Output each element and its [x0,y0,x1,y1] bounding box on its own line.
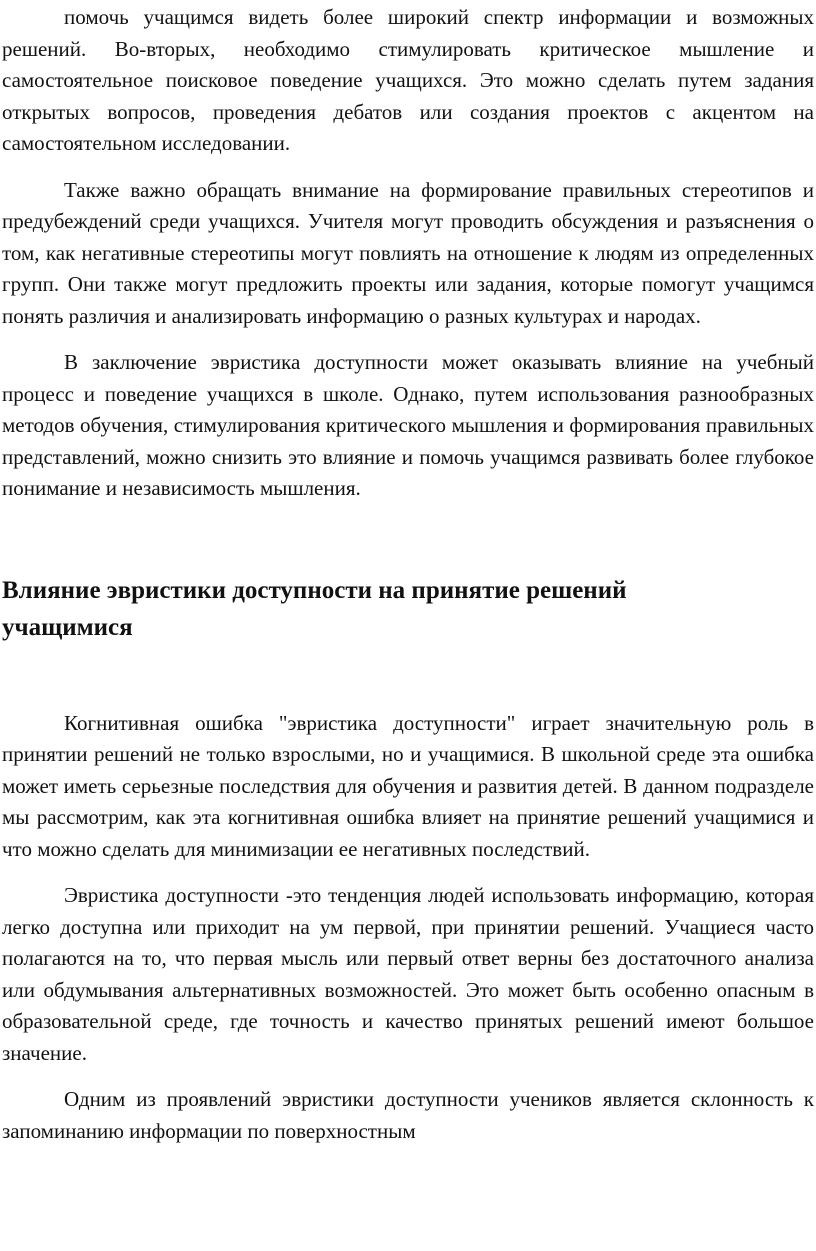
paragraph-manifestation: Одним из проявлений эвристики доступности учеников является склонность к запоминанию информации по поверхностным [2,1087,814,1143]
paragraph-cognitive-error: Когнитивная ошибка "эвристика доступности" играет значительную роль в принятии решений не только взрослыми, но и учащимися. В школьной среде эта ошибка может иметь серьезные последствия для обучения и развития детей. В данном подразделе мы рассмотрим, как эта когнитивная ошибка влияет на принятие решений учащимися и что можно сделать для минимизации ее негативных последствий. [2,710,814,861]
paragraph-definition: Эвристика доступности -это тенденция людей использовать информацию, которая легко доступна или приходит на ум первой, при принятии решений. Учащиеся часто полагаются на то, что первая мысль или первый ответ верны без достаточного анализа или обдумывания альтернативных возможностей. Это может быть особенно опасным в образовательной среде, где точность и качество принятых решений имеют большое значение. [2,883,814,1065]
paragraph-stereotypes: Также важно обращать внимание на формирование правильных стереотипов и предубеждений среди учащихся. Учителя могут проводить обсуждения и разъяснения о том, как негативные стереотипы могут повлиять на отношение к людям из определенных групп. Они также могут предложить проекты или задания, которые помогут учащимся понять различия и анализировать информацию о разных культурах и народах. [2,177,814,328]
section-heading: Влияние эвристики доступности на принятие решений учащимися [2,576,627,641]
paragraph-continued: помочь учащимся видеть более широкий спектр информации и возможных решений. Во-вторых, необходимо стимулировать критическое мышление и самостоятельное поисковое поведение учащихся. Это можно сделать путем задания открытых вопросов, проведения дебатов или создания проектов с акцентом на самостоятельном исследовании. [2,5,814,155]
paragraph-conclusion: В заключение эвристика доступности может оказывать влияние на учебный процесс и поведение учащихся в школе. Однако, путем использования разнообразных методов обучения, стимулирования критического мышления и формирования правильных представлений, можно снизить это влияние и помочь учащимся развивать более глубокое понимание и независимость мышления. [2,350,814,500]
